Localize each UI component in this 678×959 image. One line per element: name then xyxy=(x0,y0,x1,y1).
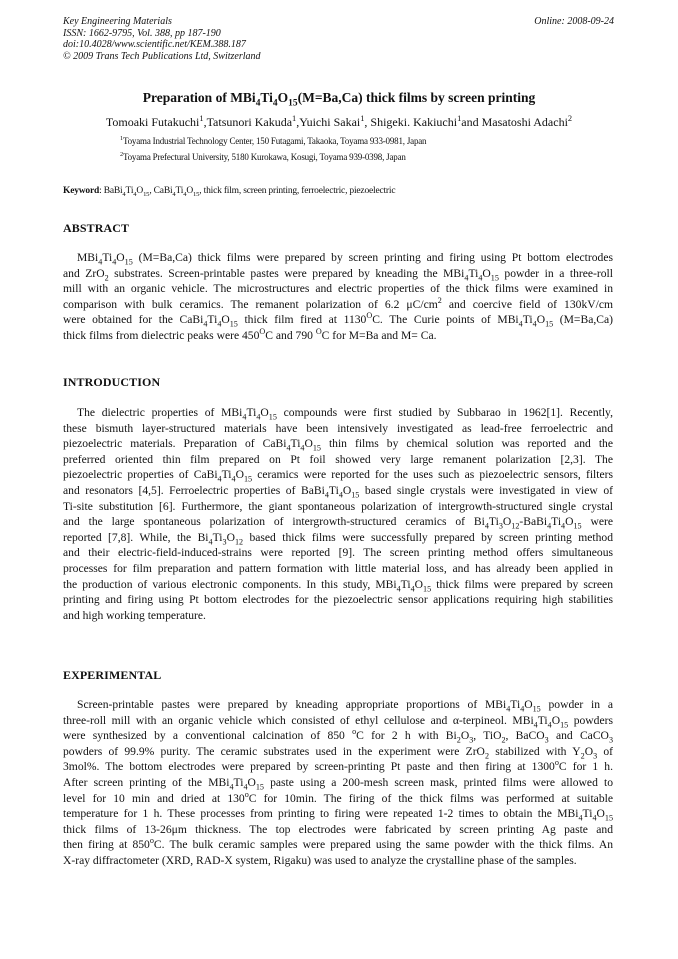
issn-line: ISSN: 1662-9795, Vol. 388, pp 187-190 xyxy=(63,27,221,39)
exp-line: Screen-printable pastes were prepared by kneading appropriate proportions of $MBi_4Ti_4O_{15}$ powder in a xyxy=(77,698,613,714)
intro-line: The dielectric properties of $MBi_4Ti_4O_{15}$ compounds were first studied by Subbarao in 1962[1]. Recently, xyxy=(77,406,613,422)
intro-line: and the large spontaneous polarization of intergrowth-structured ceramics of $Bi_4Ti_3O_{12}-BaBi_4Ti_4O_{15}$ were xyxy=(63,515,613,531)
journal-header xyxy=(63,16,261,62)
abstract-line: $MBi_4Ti_4O_{15}$ (M=Ba,Ca) thick films were prepared by screen printing and firing using Pt bottom electrodes xyxy=(77,251,613,267)
intro-line: and their electric-field-induced-strains were reported [9]. The screen printing method offers simultaneous xyxy=(63,546,613,560)
abstract-heading: ABSTRACT xyxy=(63,221,130,235)
exp-line: 3mol%. The bottom electrodes were prepared by screen-printing Pt paste and then firing at 1300$^o$C for 1 h. xyxy=(63,758,613,774)
exp-line: were synthesized by a conventional calcination of 850 $^o$C for 2 h with $Bi_2O_3$, TiO$_2$, BaCO$_3$ and CaCO$_3$ xyxy=(63,727,613,745)
intro-line: piezoelectric materials. Preparation of $CaBi_4Ti_4O_{15}$ thin films by chemical solution was reported and the xyxy=(63,437,613,453)
abstract-line: and ZrO$_2$ substrates. Screen-printable pastes were prepared by kneading the $MBi_4Ti_4O_{15}$ powder in a three-roll xyxy=(63,266,613,282)
exp-line: After screen printing of the $MBi_4Ti_4O_{15}$ paste using a 200-mesh screen mask, printed films were allowed to xyxy=(63,775,614,792)
introduction-heading: INTRODUCTION xyxy=(63,375,161,389)
intro-line: Ti-site substitution [6]. Furthermore, the giant spontaneous polarization of intergrowth-structured single crystal xyxy=(63,499,613,513)
exp-line: thick films of 13-26μm thickness. The top electrodes were fabricated by screen printing Ag paste and xyxy=(63,822,613,836)
intro-line: and high working temperature. xyxy=(63,608,206,622)
experimental-heading: EXPERIMENTAL xyxy=(63,668,162,682)
intro-line: preferred oriented thin film prepared on Pt foil showed very large remanent polarization [2,3]. The xyxy=(63,452,613,466)
author-list: Tomoaki Futakuchi$^1$,Tatsunori Kakuda$^1$,Yuichi Sakai$^1$, Shigeki. Kakiuchi$^1$and Masatoshi Adachi$^2$ xyxy=(105,114,573,129)
experimental-body xyxy=(63,697,613,869)
intro-line: piezoelectric properties of $CaBi_4Ti_4O_{15}$ ceramics were reported for the uses such as piezoelectric sensors, filters xyxy=(63,468,614,484)
intro-line: processes for film preparation and pattern formation with little material loss, and has already been applied in xyxy=(63,561,613,575)
intro-line: and resonators [4,5]. Ferroelectric properties of $BaBi_4Ti_4O_{15}$ based single crystals were investigated in view of xyxy=(63,483,613,500)
paper-title: Preparation of $MBi_4Ti_4O_{15}(M=Ba,Ca)$ thick films by screen printing xyxy=(142,90,536,109)
intro-line: printing and firing using Pt bottom electrodes for the piezoelectric sensor applications requiring high stabilities xyxy=(63,593,613,607)
intro-line: reported [7,8]. While, the $Bi_4Ti_3O_{12}$ based thick films were successfully prepared by screen printing method xyxy=(63,530,614,547)
abstract-body xyxy=(63,250,613,344)
affiliation-2: $^2$Toyama Prefectural University, 5180 Kurokawa, Kosugi, Toyama 939-0398, Japan xyxy=(120,151,406,162)
affiliation-1: $^1$Toyama Industrial Technology Center, 150 Futagami, Takaoka, Toyama 933-0981, Japan xyxy=(120,135,427,146)
introduction-body xyxy=(63,405,613,623)
exp-line: three-roll mill with an organic vehicle which consisted of ethyl cellulose and α-terpineol. $MBi_4Ti_4O_{15}$ powders xyxy=(63,713,613,729)
online-date: Online: 2008-09-24 xyxy=(534,16,614,27)
exp-line: powders of 99.9% purity. The ceramic substrates used in the experiment were ZrO$_2$ stabilized with $Y_2O_3$ of xyxy=(63,744,613,761)
abstract-line: mill with an organic vehicle. The microstructures and electric properties of the thick films were examined in xyxy=(63,282,613,296)
keywords: Keyword: $BaBi_4Ti_4O_{15}$, $CaBi_4Ti_4O_{15}$, thick film, screen printing, ferroelectric, piezoelectric xyxy=(63,186,396,198)
copyright-line: © 2009 Trans Tech Publications Ltd, Switzerland xyxy=(63,50,261,62)
intro-line: the production of various electronic components. In this study, $MBi_4Ti_4O_{15}$ thick films were prepared by screen xyxy=(63,577,613,593)
exp-line: X-ray diffractometer (XRD, RAD-X system, Rigaku) was used to analyze the crystalline phase of the samples. xyxy=(63,853,577,867)
doi-line: doi:10.4028/www.scientific.net/KEM.388.187 xyxy=(63,39,246,50)
abstract-line: thick films from dielectric peaks were $450^OC$ and 790 $^O$C for M=Ba and M= Ca. xyxy=(63,327,437,342)
abstract-line: comparison with bulk ceramics. The remanent polarization of 6.2 $\mu C/cm^2$ and coercive field of 130kV/cm xyxy=(63,295,614,311)
exp-line: temperature for 1 h. These processes from printing to firing were repeated 1-2 times to obtain the $MBi_4Ti_4O_{15}$ xyxy=(63,807,613,823)
keywords-label: Keyword xyxy=(63,186,100,196)
intro-line: these bismuth layer-structured materials have been intensively investigated as lead-free ferroelectric and xyxy=(63,421,613,435)
journal-name: Key Engineering Materials xyxy=(63,16,172,27)
exp-line: level for 10 min and dried at 130$^o$C for 10min. The firing of the thick films was performed at suitable xyxy=(63,789,613,805)
abstract-line: were obtained for the $CaBi_4Ti_4O_{15}$ thick film fired at $1130^OC$. The Curie points of $MBi_4Ti_4O_{15}$ (M=Ba,Ca) xyxy=(63,311,613,329)
exp-line: then firing at 850$^o$C. The bulk ceramic samples were prepared using the same powder with the thick films. An xyxy=(63,836,613,852)
